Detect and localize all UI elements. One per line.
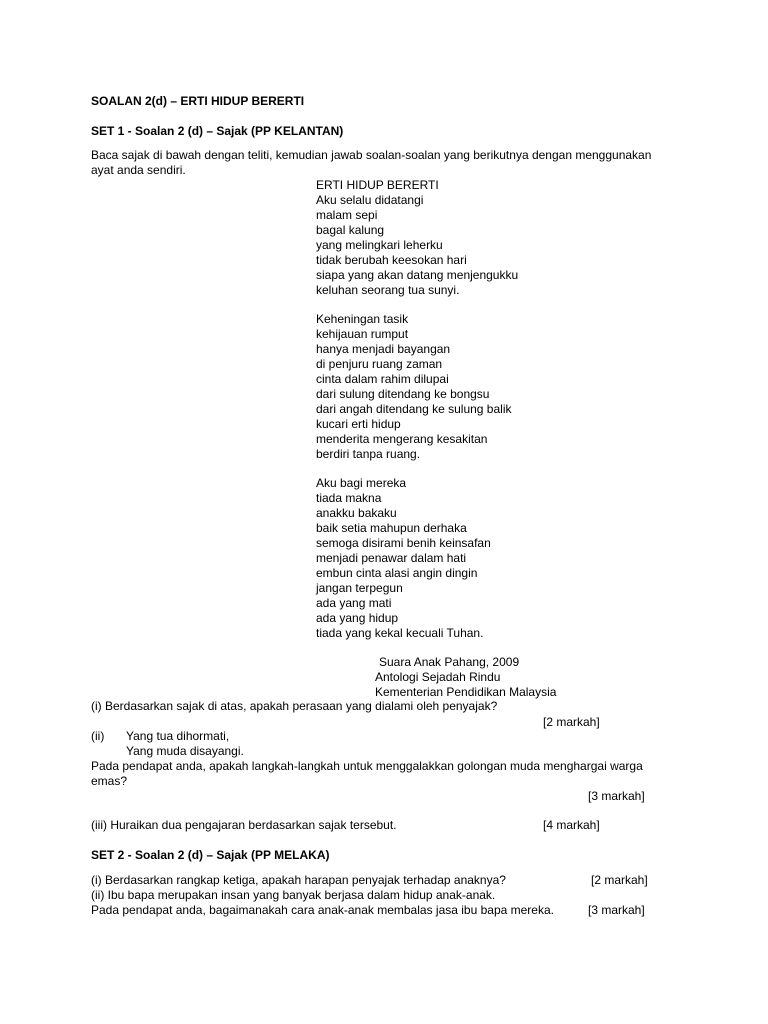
poem-source-line1: Suara Anak Pahang, 2009 — [379, 655, 520, 669]
poem-line: di penjuru ruang zaman — [316, 357, 443, 371]
set2-question-3-marks: [3 markah] — [588, 903, 645, 917]
set1-question-3: (iii) Huraikan dua pengajaran berdasarkan sajak tersebut. — [91, 818, 397, 832]
poem-line: tidak berubah keesokan hari — [316, 253, 467, 267]
set1-title: SET 1 - Soalan 2 (d) – Sajak (PP KELANTAN) — [91, 124, 344, 138]
set1-question-3-marks: [4 markah] — [543, 818, 600, 832]
poem-line: ada yang hidup — [316, 611, 399, 625]
poem-source-line2: Antologi Sejadah Rindu — [375, 670, 501, 684]
poem-line: keluhan seorang tua sunyi. — [316, 283, 460, 297]
set2-question-2: (ii) Ibu bapa merupakan insan yang banyak berjasa dalam hidup anak-anak. — [91, 888, 496, 902]
poem-line: hanya menjadi bayangan — [316, 342, 451, 356]
poem-line: bagal kalung — [316, 223, 385, 237]
poem-line: kucari erti hidup — [316, 417, 401, 431]
poem-line: tiada makna — [316, 491, 382, 505]
poem-line: siapa yang akan datang menjengukku — [316, 268, 519, 282]
set1-question-1: (i) Berdasarkan sajak di atas, apakah perasaan yang dialami oleh penyajak? — [91, 699, 498, 713]
set2-question-1: (i) Berdasarkan rangkap ketiga, apakah harapan penyajak terhadap anaknya? — [91, 873, 506, 887]
poem-line: menjadi penawar dalam hati — [316, 551, 467, 565]
set1-question-2-quote1: Yang tua dihormati, — [126, 729, 230, 743]
poem-line: kehijauan rumput — [316, 327, 409, 341]
poem-line: Aku selalu didatangi — [316, 193, 424, 207]
set1-question-2-line1: Pada pendapat anda, apakah langkah-langkah untuk menggalakkan golongan muda menghargai warga — [91, 759, 643, 773]
set1-question-1-marks: [2 markah] — [543, 715, 600, 729]
set2-title: SET 2 - Soalan 2 (d) – Sajak (PP MELAKA) — [91, 848, 330, 862]
set2-question-3: Pada pendapat anda, bagaimanakah cara anak-anak membalas jasa ibu bapa mereka. — [91, 903, 554, 917]
poem-line: dari sulung ditendang ke bongsu — [316, 387, 490, 401]
poem-line: anakku bakaku — [316, 506, 397, 520]
poem-title: ERTI HIDUP BERERTI — [316, 178, 439, 192]
poem-line: tiada yang kekal kecuali Tuhan. — [316, 626, 484, 640]
poem-line: Keheningan tasik — [316, 312, 409, 326]
set1-instruction-line2: ayat anda sendiri. — [91, 163, 186, 177]
poem-line: Aku bagi mereka — [316, 476, 407, 490]
set2-question-1-marks: [2 markah] — [591, 873, 648, 887]
poem-line: jangan terpegun — [316, 581, 403, 595]
set1-question-2-line2: emas? — [91, 774, 128, 788]
poem-line: ada yang mati — [316, 596, 392, 610]
poem-line: baik setia mahupun derhaka — [316, 521, 467, 535]
poem-line: berdiri tanpa ruang. — [316, 447, 421, 461]
set1-question-2-quote2: Yang muda disayangi. — [126, 744, 244, 758]
page-heading: SOALAN 2(d) – ERTI HIDUP BERERTI — [91, 94, 305, 108]
poem-source-line3: Kementerian Pendidikan Malaysia — [375, 685, 557, 699]
poem-line: embun cinta alasi angin dingin — [316, 566, 478, 580]
poem-line: dari angah ditendang ke sulung balik — [316, 402, 512, 416]
set1-instruction-line1: Baca sajak di bawah dengan teliti, kemudian jawab soalan-soalan yang berikutnya dengan menggunakan — [91, 148, 652, 162]
poem-line: menderita mengerang kesakitan — [316, 432, 488, 446]
poem-line: cinta dalam rahim dilupai — [316, 372, 449, 386]
set1-question-2-label: (ii) — [91, 729, 105, 743]
set1-question-2-marks: [3 markah] — [588, 789, 645, 803]
poem-line: malam sepi — [316, 208, 378, 222]
poem-line: semoga disirami benih keinsafan — [316, 536, 491, 550]
poem-line: yang melingkari leherku — [316, 238, 443, 252]
